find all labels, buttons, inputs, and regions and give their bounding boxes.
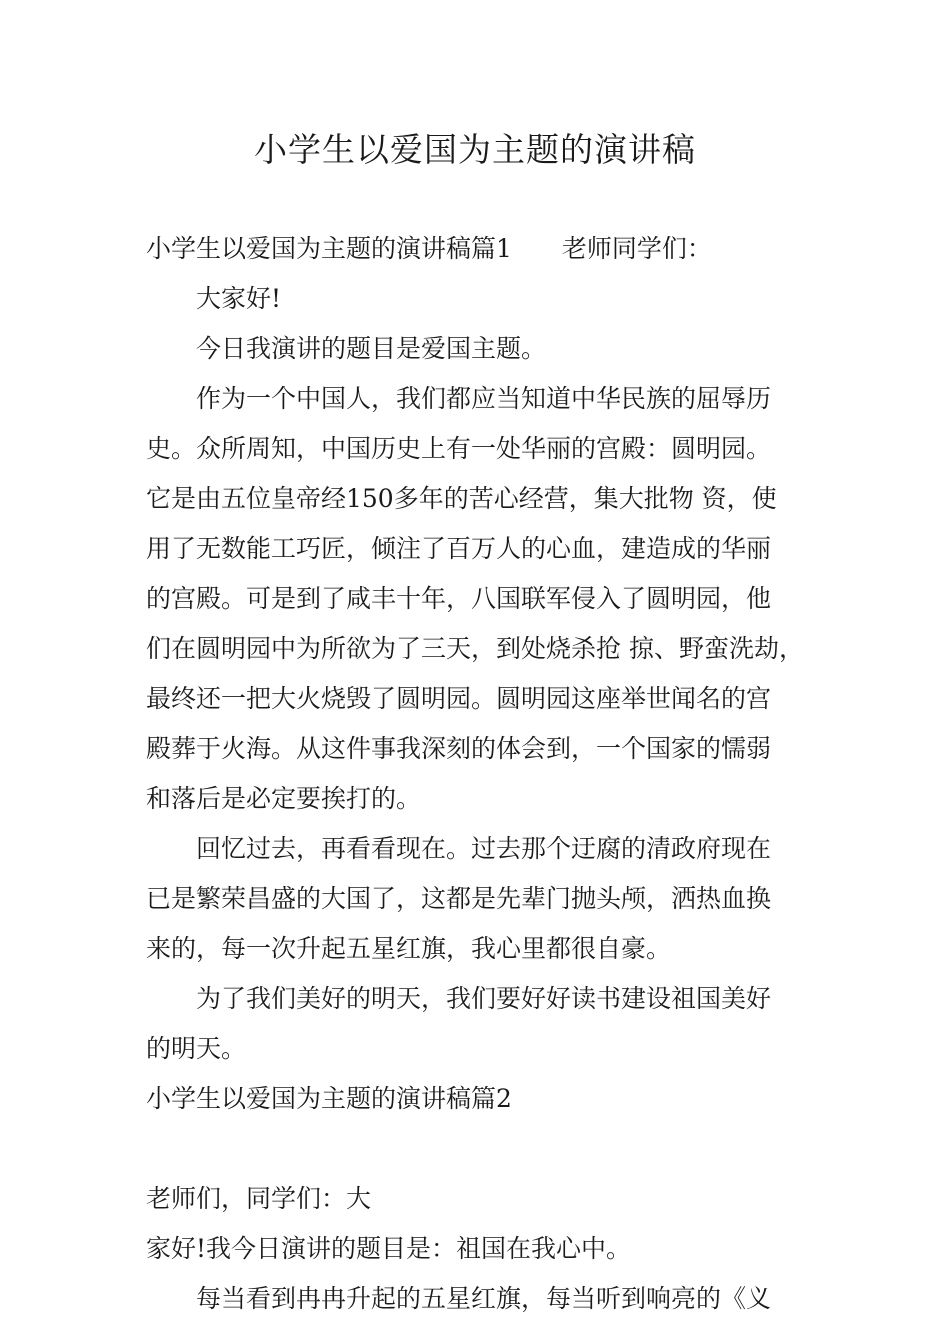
text-line: 已是繁荣昌盛的大国了，这都是先辈门抛头颅，洒热血换 <box>146 884 772 913</box>
present-paragraph <box>146 824 818 974</box>
document-body <box>146 224 818 1324</box>
flag-paragraph <box>146 1274 818 1324</box>
text-line: 来的，每一次升起五星红旗，我心里都很自豪。 <box>146 934 672 963</box>
text-line: 为了我们美好的明天，我们要好好读书建设祖国美好 <box>196 984 772 1013</box>
section2-salutation: 老师们，同学们：大 <box>146 1184 372 1213</box>
document-title: 小学生以爱国为主题的演讲稿 <box>254 130 696 169</box>
section1-heading-line <box>146 224 818 274</box>
section1-salutation: 老师同学们： <box>561 234 712 263</box>
greeting-paragraph: 大家好! <box>196 284 282 313</box>
section2-heading: 小学生以爱国为主题的演讲稿篇2 <box>146 1084 512 1113</box>
section2-heading-line <box>146 1074 818 1224</box>
text-line: 和落后是必定要挨打的。 <box>146 784 422 813</box>
text-line: 用了无数能工巧匠，倾注了百万人的心血，建造成的华丽 <box>146 534 772 563</box>
text-line: 家好!我今日演讲的题目是：祖国在我心中。 <box>146 1234 632 1263</box>
text-line: 作为一个中国人，我们都应当知道中华民族的屈辱历 <box>196 384 772 413</box>
text-line: 最终还一把大火烧毁了圆明园。圆明园这座举世闻名的宫 <box>146 684 772 713</box>
history-paragraph <box>146 374 818 824</box>
text-line: 回忆过去，再看看现在。过去那个迂腐的清政府现在 <box>196 834 772 863</box>
text-line: 的宫殿。可是到了咸丰十年，八国联军侵入了圆明园，他 <box>146 584 772 613</box>
future-paragraph <box>146 974 818 1074</box>
topic-paragraph: 今日我演讲的题目是爱国主题。 <box>196 334 547 363</box>
text-line: 史。众所周知，中国历史上有一处华丽的宫殿：圆明园。 <box>146 434 772 463</box>
section1-heading: 小学生以爱国为主题的演讲稿篇1 <box>146 234 512 263</box>
text-line: 殿葬于火海。从这件事我深刻的体会到，一个国家的懦弱 <box>146 734 772 763</box>
text-line: 们在圆明园中为所欲为了三天，到处烧杀抢 掠、野蛮洗劫， <box>146 634 804 663</box>
text-line: 它是由五位皇帝经150多年的苦心经营，集大批物 资，使 <box>146 484 777 513</box>
section2-opening <box>146 1074 818 1274</box>
text-line: 每当看到冉冉升起的五星红旗，每当听到响亮的《义 <box>196 1284 772 1313</box>
text-line: 的明天。 <box>146 1034 247 1063</box>
